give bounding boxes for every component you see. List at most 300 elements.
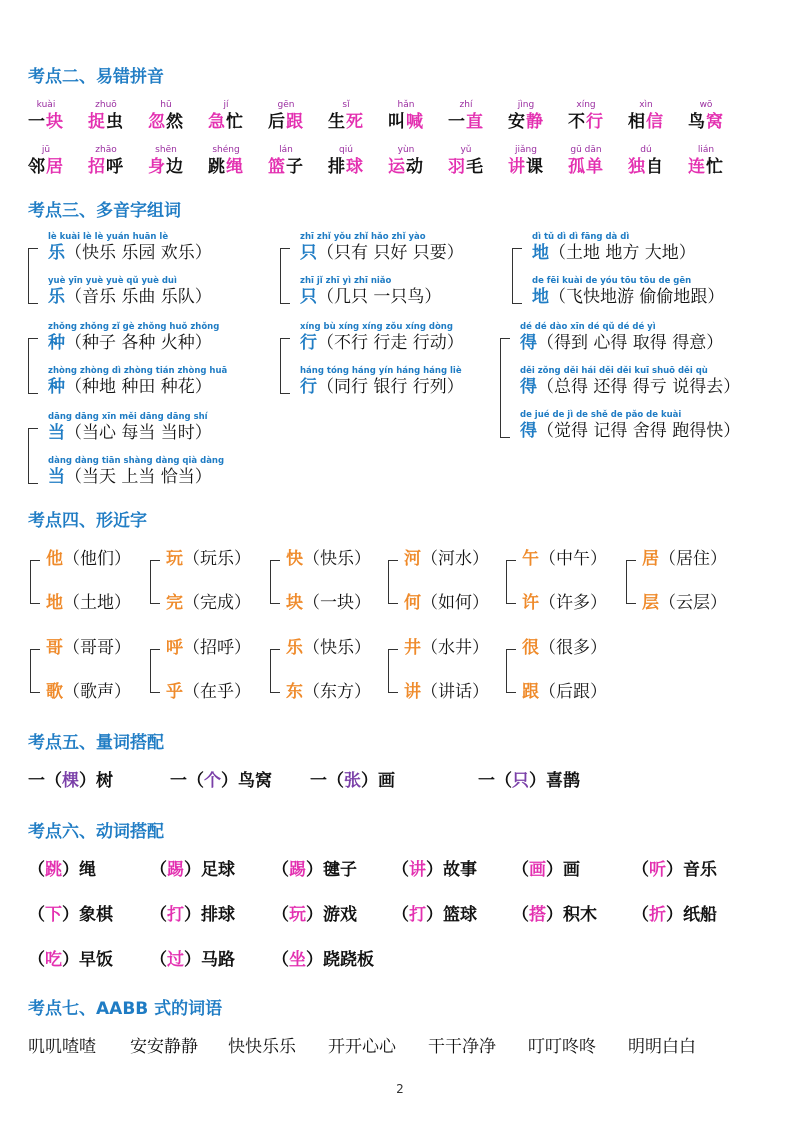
highlight-char: 独 xyxy=(628,157,646,177)
pinyin-annotation: hǎn xyxy=(397,100,415,110)
bracket xyxy=(388,649,398,693)
word-list: （土地 地方 大地） xyxy=(549,243,696,263)
pair-line-a xyxy=(46,637,131,659)
pinyin-line xyxy=(532,276,691,286)
bracket xyxy=(626,560,636,604)
highlight-char: 捉 xyxy=(88,112,106,132)
pinyin-annotation: hū xyxy=(160,100,172,110)
highlight-char: 讲 xyxy=(508,157,526,177)
pinyin-text: dāng dāng xīn měi dāng dāng shí xyxy=(48,412,208,422)
word-with-highlight xyxy=(688,156,724,178)
measure-phrase xyxy=(478,770,580,792)
pinyin-word xyxy=(388,145,424,178)
similar-char: 很 xyxy=(522,638,539,658)
verb: 跳 xyxy=(45,860,62,880)
bracket xyxy=(270,560,280,604)
example-word: （东方） xyxy=(303,682,371,702)
pinyin-word xyxy=(568,145,604,178)
phrase-suffix: ）喜鹊 xyxy=(529,771,580,791)
pair-line-b xyxy=(642,592,727,614)
pinyin-line xyxy=(300,366,462,376)
pinyin-word xyxy=(28,100,64,133)
highlight-char: 信 xyxy=(646,112,664,132)
paren-open: （ xyxy=(28,950,45,970)
paren-close: ） xyxy=(306,950,323,970)
word-line xyxy=(532,242,696,264)
word-line xyxy=(48,242,212,264)
word-with-highlight xyxy=(148,156,184,178)
example-word: （一块） xyxy=(303,593,371,613)
word-list: （觉得 记得 舍得 跑得快） xyxy=(537,421,741,441)
similar-char: 完 xyxy=(166,593,183,613)
pinyin-word xyxy=(88,145,124,178)
measure-word: 个 xyxy=(204,771,221,791)
pair-line-b xyxy=(166,681,251,703)
paren-close: ） xyxy=(62,950,79,970)
word-suffix: 忙 xyxy=(706,157,724,177)
pinyin-annotation: lán xyxy=(279,145,293,155)
pinyin-text: zhòng zhòng dì zhòng tián zhòng huā xyxy=(48,366,228,376)
pinyin-line xyxy=(300,322,453,332)
phrase-suffix: ）鸟窝 xyxy=(221,771,272,791)
bracket xyxy=(280,338,290,394)
word-prefix: 一 xyxy=(448,112,466,132)
aabb-word: 叽叽喳喳 xyxy=(28,1037,96,1057)
word-suffix: 然 xyxy=(166,112,184,132)
pinyin-annotation: yùn xyxy=(397,145,415,155)
polyphone-char: 只 xyxy=(300,287,317,307)
pinyin-line xyxy=(532,232,629,242)
bracket xyxy=(506,560,516,604)
polyphone-char: 得 xyxy=(520,421,537,441)
polyphone-char: 只 xyxy=(300,243,317,263)
paren-close: ） xyxy=(184,905,201,925)
paren-close: ） xyxy=(184,950,201,970)
pinyin-word xyxy=(208,100,244,133)
phrase-prefix: 一（ xyxy=(310,771,344,791)
measure-word: 只 xyxy=(512,771,529,791)
pinyin-word xyxy=(448,145,484,178)
pinyin-line xyxy=(48,412,208,422)
verb: 下 xyxy=(45,905,62,925)
pair-line-b xyxy=(286,592,371,614)
phrase-prefix: 一（ xyxy=(478,771,512,791)
pinyin-word xyxy=(628,145,664,178)
paren-close: ） xyxy=(426,905,443,925)
paren-close: ） xyxy=(546,905,563,925)
pinyin-annotation: jiǎng xyxy=(515,145,537,155)
highlight-char: 篮 xyxy=(268,157,286,177)
word-with-highlight xyxy=(508,156,544,178)
highlight-char: 招 xyxy=(88,157,106,177)
verb: 吃 xyxy=(45,950,62,970)
example-word: （居住） xyxy=(659,549,727,569)
pinyin-word xyxy=(688,100,724,133)
polyphone-char: 当 xyxy=(48,423,65,443)
example-word: （玩乐） xyxy=(183,549,251,569)
word-prefix: 跳 xyxy=(208,157,226,177)
phrase-prefix: 一（ xyxy=(170,771,204,791)
pinyin-word xyxy=(268,145,304,178)
object: 纸船 xyxy=(683,905,717,925)
paren-open: （ xyxy=(272,905,289,925)
measure-phrase xyxy=(170,770,272,792)
aabb-word: 干干净净 xyxy=(428,1037,496,1057)
pinyin-annotation: dú xyxy=(640,145,652,155)
word-with-highlight xyxy=(568,111,604,133)
pair-line-a xyxy=(642,548,727,570)
word-line xyxy=(300,332,464,354)
similar-char: 讲 xyxy=(404,682,421,702)
pinyin-annotation: zhuō xyxy=(95,100,117,110)
highlight-char: 跟 xyxy=(286,112,304,132)
word-with-highlight xyxy=(328,111,364,133)
highlight-char: 绳 xyxy=(226,157,244,177)
word-line xyxy=(48,286,212,308)
polyphone-char: 地 xyxy=(532,287,549,307)
pinyin-text: zhī jǐ zhī yì zhī niǎo xyxy=(300,276,392,286)
pinyin-line xyxy=(520,410,681,420)
example-word: （在乎） xyxy=(183,682,251,702)
word-list: （当心 每当 当时） xyxy=(65,423,212,443)
highlight-char: 连 xyxy=(688,157,706,177)
measure-phrase xyxy=(28,770,113,792)
pair-line-b xyxy=(166,592,251,614)
bracket xyxy=(28,428,38,484)
highlight-char: 喊 xyxy=(406,112,424,132)
pinyin-word xyxy=(28,145,64,178)
pinyin-annotation: xíng xyxy=(576,100,596,110)
pair-line-b xyxy=(404,681,489,703)
word-suffix: 虫 xyxy=(106,112,124,132)
word-with-highlight xyxy=(388,156,424,178)
pair-line-b xyxy=(46,681,131,703)
highlight-char: 羽 xyxy=(448,157,466,177)
pair-line-b xyxy=(404,592,489,614)
word-suffix: 呼 xyxy=(106,157,124,177)
example-word: （完成） xyxy=(183,593,251,613)
pair-line-b xyxy=(286,681,371,703)
similar-char: 跟 xyxy=(522,682,539,702)
bracket xyxy=(500,338,510,438)
word-with-highlight xyxy=(268,111,304,133)
paren-open: （ xyxy=(150,950,167,970)
word-prefix: 叫 xyxy=(388,112,406,132)
paren-open: （ xyxy=(632,860,649,880)
polyphone-char: 行 xyxy=(300,333,317,353)
bracket xyxy=(28,248,38,304)
pinyin-text: lè kuài lè lè yuán huān lè xyxy=(48,232,169,242)
similar-char: 乐 xyxy=(286,638,303,658)
verb-phrase xyxy=(512,859,580,881)
highlight-char: 急 xyxy=(208,112,226,132)
similar-char: 午 xyxy=(522,549,539,569)
object: 足球 xyxy=(201,860,235,880)
word-with-highlight xyxy=(28,156,64,178)
similar-char: 许 xyxy=(522,593,539,613)
paren-open: （ xyxy=(272,860,289,880)
example-word: （快乐） xyxy=(303,638,371,658)
verb-phrase xyxy=(512,904,597,926)
word-prefix: 相 xyxy=(628,112,646,132)
highlight-char: 运 xyxy=(388,157,406,177)
pinyin-text: xíng bù xíng xíng zǒu xíng dòng xyxy=(300,322,453,332)
pinyin-word xyxy=(148,100,184,133)
paren-open: （ xyxy=(28,905,45,925)
pinyin-annotation: gū dān xyxy=(570,145,602,155)
pinyin-word xyxy=(628,100,664,133)
verb: 坐 xyxy=(289,950,306,970)
object: 象棋 xyxy=(79,905,113,925)
paren-open: （ xyxy=(632,905,649,925)
highlight-char: 静 xyxy=(526,112,544,132)
similar-char: 居 xyxy=(642,549,659,569)
bracket xyxy=(30,560,40,604)
verb-phrase xyxy=(150,859,235,881)
pinyin-text: zhǒng zhǒng zǐ gè zhǒng huǒ zhǒng xyxy=(48,322,220,332)
verb: 画 xyxy=(529,860,546,880)
section-6-title: 考点六、动词搭配 xyxy=(28,822,164,842)
object: 跷跷板 xyxy=(323,950,374,970)
word-list: （当天 上当 恰当） xyxy=(65,467,212,487)
verb: 打 xyxy=(409,905,426,925)
verb-phrase xyxy=(632,859,717,881)
paren-close: ） xyxy=(306,860,323,880)
pair-line-b xyxy=(46,592,131,614)
paren-close: ） xyxy=(306,905,323,925)
pinyin-text: dé dé dào xīn dé qǔ dé dé yì xyxy=(520,322,656,332)
object: 绳 xyxy=(79,860,96,880)
pair-line-a xyxy=(46,548,131,570)
word-prefix: 生 xyxy=(328,112,346,132)
example-word: （讲话） xyxy=(421,682,489,702)
aabb-word: 叮叮咚咚 xyxy=(528,1037,596,1057)
verb-phrase xyxy=(28,904,113,926)
word-prefix: 后 xyxy=(268,112,286,132)
measure-phrase xyxy=(310,770,395,792)
pinyin-annotation: zhí xyxy=(459,100,473,110)
object: 篮球 xyxy=(443,905,477,925)
pinyin-text: dì tǔ dì dì fāng dà dì xyxy=(532,232,630,242)
example-word: （如何） xyxy=(421,593,489,613)
pinyin-word xyxy=(148,145,184,178)
verb: 折 xyxy=(649,905,666,925)
verb-phrase xyxy=(150,904,235,926)
pair-line-a xyxy=(286,548,371,570)
pinyin-annotation: jū xyxy=(41,145,51,155)
pinyin-annotation: zhāo xyxy=(95,145,117,155)
similar-char: 乎 xyxy=(166,682,183,702)
verb-phrase xyxy=(272,859,357,881)
word-list: （同行 银行 行列） xyxy=(317,377,464,397)
bracket xyxy=(150,649,160,693)
word-list: （总得 还得 得亏 说得去） xyxy=(537,377,741,397)
measure-word: 棵 xyxy=(62,771,79,791)
highlight-char: 忽 xyxy=(148,112,166,132)
paren-open: （ xyxy=(512,905,529,925)
word-with-highlight xyxy=(28,111,64,133)
pinyin-text: de fēi kuài de yóu tōu tōu de gēn xyxy=(532,276,692,286)
section-7-title: 考点七、AABB 式的词语 xyxy=(28,999,223,1019)
paren-close: ） xyxy=(666,905,683,925)
similar-char: 地 xyxy=(46,593,63,613)
word-line xyxy=(300,286,441,308)
pinyin-text: dàng dàng tiān shàng dàng qià dàng xyxy=(48,456,225,466)
polyphone-char: 种 xyxy=(48,333,65,353)
word-list: （只有 只好 只要） xyxy=(317,243,464,263)
polyphone-char: 得 xyxy=(520,333,537,353)
word-list: （种地 种田 种花） xyxy=(65,377,212,397)
similar-char: 井 xyxy=(404,638,421,658)
bracket xyxy=(506,649,516,693)
page-number: 2 xyxy=(396,1082,404,1096)
bracket xyxy=(270,649,280,693)
aabb-word: 快快乐乐 xyxy=(228,1037,296,1057)
similar-char: 块 xyxy=(286,593,303,613)
highlight-char: 死 xyxy=(346,112,364,132)
section-5-title: 考点五、量词搭配 xyxy=(28,733,164,753)
pinyin-word xyxy=(388,100,424,133)
word-prefix: 排 xyxy=(328,157,346,177)
pinyin-line xyxy=(48,276,177,286)
section-3-title: 考点三、多音字组词 xyxy=(28,201,181,221)
pinyin-annotation: kuài xyxy=(36,100,56,110)
aabb-word: 安安静静 xyxy=(130,1037,198,1057)
word-line xyxy=(48,466,212,488)
bracket xyxy=(28,338,38,394)
pair-line-b xyxy=(522,681,607,703)
pair-line-a xyxy=(166,548,251,570)
paren-close: ） xyxy=(62,860,79,880)
object: 毽子 xyxy=(323,860,357,880)
word-with-highlight xyxy=(508,111,544,133)
word-line xyxy=(520,420,740,442)
similar-char: 何 xyxy=(404,593,421,613)
pinyin-line xyxy=(300,276,391,286)
similar-char: 河 xyxy=(404,549,421,569)
highlight-char: 行 xyxy=(586,112,604,132)
word-with-highlight xyxy=(568,156,604,178)
bracket xyxy=(388,560,398,604)
example-word: （中午） xyxy=(539,549,607,569)
highlight-char: 窝 xyxy=(706,112,724,132)
similar-char: 快 xyxy=(286,549,303,569)
verb-phrase xyxy=(272,904,357,926)
polyphone-char: 种 xyxy=(48,377,65,397)
paren-open: （ xyxy=(512,860,529,880)
object: 马路 xyxy=(201,950,235,970)
similar-char: 东 xyxy=(286,682,303,702)
similar-char: 玩 xyxy=(166,549,183,569)
verb: 搭 xyxy=(529,905,546,925)
verb: 听 xyxy=(649,860,666,880)
pinyin-word xyxy=(448,100,484,133)
polyphone-char: 地 xyxy=(532,243,549,263)
example-word: （许多） xyxy=(539,593,607,613)
polyphone-char: 得 xyxy=(520,377,537,397)
word-list: （种子 各种 火种） xyxy=(65,333,212,353)
pinyin-line xyxy=(520,322,656,332)
word-prefix: 安 xyxy=(508,112,526,132)
similar-char: 哥 xyxy=(46,638,63,658)
similar-char: 层 xyxy=(642,593,659,613)
object: 早饭 xyxy=(79,950,113,970)
word-with-highlight xyxy=(388,111,424,133)
paren-open: （ xyxy=(150,905,167,925)
paren-open: （ xyxy=(150,860,167,880)
paren-open: （ xyxy=(28,860,45,880)
polyphone-char: 行 xyxy=(300,377,317,397)
pair-line-a xyxy=(286,637,371,659)
bracket xyxy=(30,649,40,693)
pinyin-annotation: wō xyxy=(699,100,713,110)
example-word: （云层） xyxy=(659,593,727,613)
word-suffix: 课 xyxy=(526,157,544,177)
word-suffix: 毛 xyxy=(466,157,484,177)
polyphone-char: 乐 xyxy=(48,287,65,307)
pinyin-text: de jué de jì de shě de pǎo de kuài xyxy=(520,410,682,420)
pinyin-word xyxy=(328,100,364,133)
example-word: （河水） xyxy=(421,549,489,569)
verb: 踢 xyxy=(289,860,306,880)
pinyin-word xyxy=(88,100,124,133)
pinyin-text: děi zǒng děi hái děi děi kuī shuō děi qù xyxy=(520,366,708,376)
word-with-highlight xyxy=(268,156,304,178)
example-word: （土地） xyxy=(63,593,131,613)
object: 故事 xyxy=(443,860,477,880)
example-word: （歌声） xyxy=(63,682,131,702)
highlight-char: 居 xyxy=(46,157,64,177)
verb: 玩 xyxy=(289,905,306,925)
word-suffix: 忙 xyxy=(226,112,244,132)
paren-open: （ xyxy=(392,905,409,925)
object: 音乐 xyxy=(683,860,717,880)
example-word: （快乐） xyxy=(303,549,371,569)
word-with-highlight xyxy=(628,156,664,178)
highlight-char: 直 xyxy=(466,112,484,132)
highlight-char: 孤单 xyxy=(568,157,604,177)
pinyin-annotation: xìn xyxy=(639,100,653,110)
pinyin-annotation: gēn xyxy=(277,100,295,110)
word-list: （快乐 乐园 欢乐） xyxy=(65,243,212,263)
bracket xyxy=(512,248,522,304)
verb: 打 xyxy=(167,905,184,925)
paren-close: ） xyxy=(666,860,683,880)
word-suffix: 自 xyxy=(646,157,664,177)
word-list: （飞快地游 偷偷地跟） xyxy=(549,287,725,307)
similar-char: 呼 xyxy=(166,638,183,658)
pinyin-annotation: lián xyxy=(697,145,715,155)
word-line xyxy=(300,242,464,264)
object: 积木 xyxy=(563,905,597,925)
word-with-highlight xyxy=(448,156,484,178)
verb: 过 xyxy=(167,950,184,970)
word-line xyxy=(48,422,212,444)
pinyin-annotation: jí xyxy=(223,100,229,110)
paren-open: （ xyxy=(272,950,289,970)
pinyin-line xyxy=(300,232,426,242)
word-with-highlight xyxy=(688,111,724,133)
paren-close: ） xyxy=(62,905,79,925)
pinyin-word xyxy=(568,100,604,133)
pinyin-line xyxy=(48,232,168,242)
word-with-highlight xyxy=(328,156,364,178)
pinyin-line xyxy=(520,366,708,376)
highlight-char: 球 xyxy=(346,157,364,177)
verb-phrase xyxy=(392,904,477,926)
pinyin-annotation: qiú xyxy=(339,145,353,155)
verb-phrase xyxy=(150,949,235,971)
